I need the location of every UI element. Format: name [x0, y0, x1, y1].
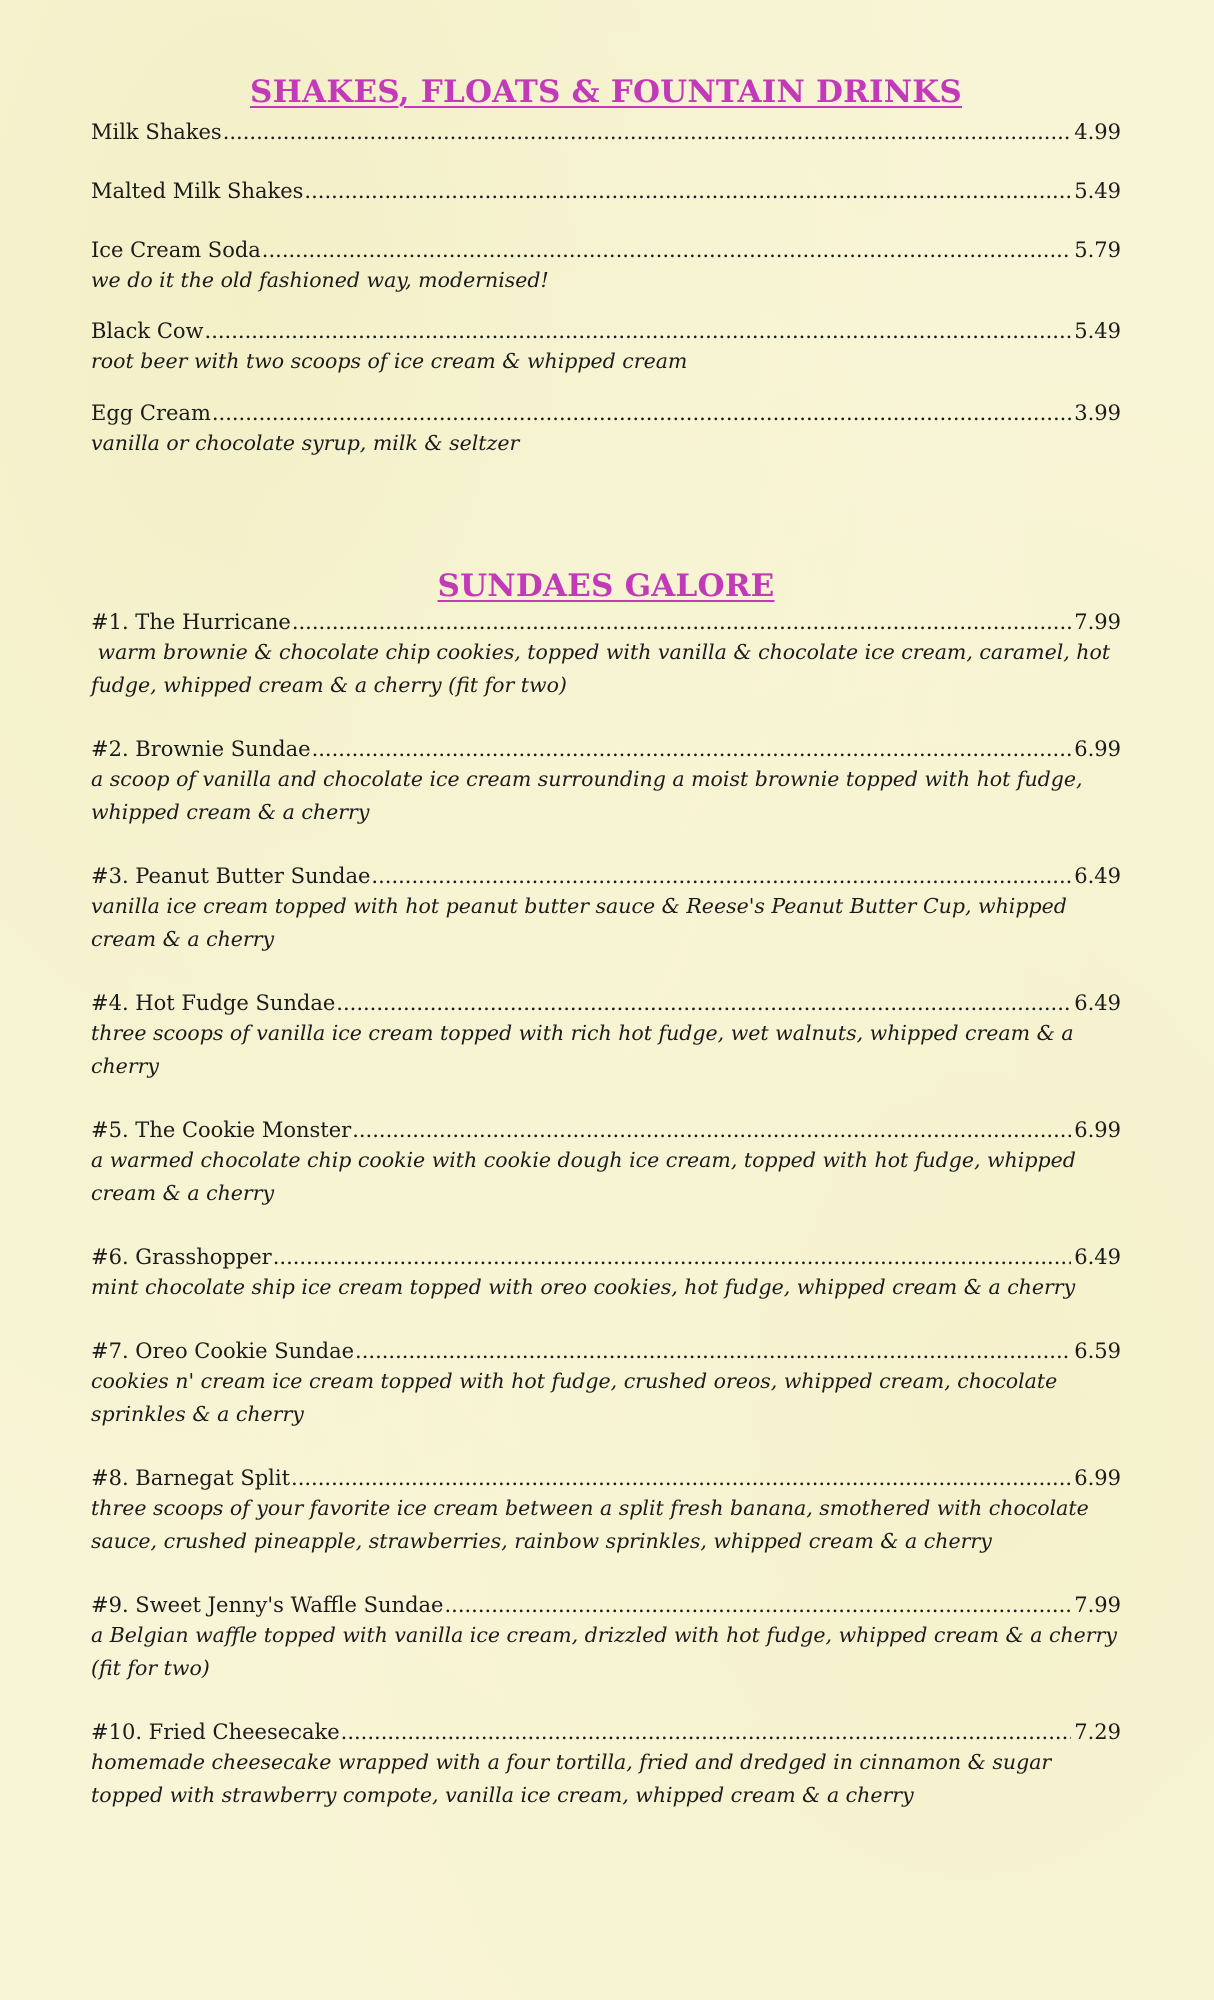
menu-item-description: homemade cheesecake wrapped with a four tortilla, fried and dredged in cinnamon & sugar topped with strawberry compote, vanilla ice cream, whipped cream & a cherry	[91, 1750, 1052, 1807]
dot-leader	[371, 862, 1071, 890]
menu-item-price: 7.99	[1074, 1593, 1121, 1617]
menu-item-description: warm brownie & chocolate chip cookies, topped with vanilla & chocolate ice cream, caramel, hot fudge, whipped cream & a cherry (fit for two)	[91, 640, 1117, 697]
menu-item-row	[91, 118, 1121, 146]
menu-item	[91, 317, 1121, 378]
menu-item-price: 7.99	[1074, 610, 1121, 634]
menu-item-price: 5.79	[1074, 238, 1121, 262]
menu-item-price: 6.49	[1074, 864, 1121, 888]
menu-item-row	[91, 236, 1121, 264]
dot-leader	[291, 1464, 1071, 1492]
dot-leader	[336, 989, 1071, 1017]
menu-item-description: root beer with two scoops of ice cream & whipped cream	[91, 349, 688, 373]
menu-item-row	[91, 177, 1121, 205]
dot-leader	[355, 1337, 1071, 1365]
menu-item-price: 6.49	[1074, 1245, 1121, 1269]
menu-item-price: 6.49	[1074, 991, 1121, 1015]
dot-leader	[223, 118, 1072, 146]
menu-item-name: Ice Cream Soda	[91, 238, 261, 262]
menu-item	[91, 1337, 1121, 1431]
menu-item-description: we do it the old fashioned way, modernised!	[91, 268, 549, 292]
menu-item	[91, 1243, 1121, 1304]
menu-item-row	[91, 1337, 1121, 1365]
shakes-section	[91, 72, 1121, 491]
menu-item-name: #1. The Hurricane	[91, 610, 291, 634]
dot-leader	[292, 608, 1071, 636]
menu-item-name: Egg Cream	[91, 401, 211, 425]
menu-item-price: 6.99	[1074, 1118, 1121, 1142]
menu-item-price: 4.99	[1074, 120, 1121, 144]
menu-item-description: vanilla ice cream topped with hot peanut butter sauce & Reese's Peanut Butter Cup, whipped cream & a cherry	[91, 894, 1067, 951]
menu-item-row	[91, 735, 1121, 763]
menu-item-price: 5.49	[1074, 319, 1121, 343]
menu-item-name: Milk Shakes	[91, 120, 222, 144]
menu-item	[91, 989, 1121, 1083]
dot-leader	[352, 1116, 1071, 1144]
menu-item-row	[91, 399, 1121, 427]
menu-item-row	[91, 1591, 1121, 1619]
menu-item-name: Black Cow	[91, 319, 204, 343]
menu-item-name: #7. Oreo Cookie Sundae	[91, 1339, 355, 1363]
menu-item-description: a Belgian waffle topped with vanilla ice cream, drizzled with hot fudge, whipped cream & a cherry (fit for two)	[91, 1623, 1117, 1680]
sundaes-section	[91, 566, 1121, 1845]
menu-item-price: 6.99	[1074, 1466, 1121, 1490]
dot-leader	[341, 1718, 1072, 1746]
menu-item	[91, 1718, 1121, 1812]
menu-item-name: #2. Brownie Sundae	[91, 737, 311, 761]
dot-leader	[304, 177, 1071, 205]
menu-item-name: #10. Fried Cheesecake	[91, 1720, 340, 1744]
menu-item	[91, 735, 1121, 829]
menu-item-name: #3. Peanut Butter Sundae	[91, 864, 371, 888]
menu-item-row	[91, 989, 1121, 1017]
menu-item-price: 6.59	[1074, 1339, 1121, 1363]
dot-leader	[262, 236, 1071, 264]
dot-leader	[205, 317, 1072, 345]
menu-item-price: 5.49	[1074, 179, 1121, 203]
menu-item-price: 3.99	[1074, 401, 1121, 425]
sundaes-item-list	[91, 608, 1121, 1812]
menu-item-name: #8. Barnegat Split	[91, 1466, 291, 1490]
menu-item	[91, 1116, 1121, 1210]
menu-item-name: #5. The Cookie Monster	[91, 1118, 352, 1142]
menu-item-description: cookies n' cream ice cream topped with hot fudge, crushed oreos, whipped cream, chocolate sprinkles & a cherry	[91, 1369, 1058, 1426]
menu-item-description: three scoops of vanilla ice cream topped with rich hot fudge, wet walnuts, whipped cream & a cherry	[91, 1021, 1074, 1078]
menu-item-description: a warmed chocolate chip cookie with cookie dough ice cream, topped with hot fudge, whipped cream & a cherry	[91, 1148, 1076, 1205]
sundaes-section-title: SUNDAES GALORE	[437, 568, 775, 604]
menu-item-price: 6.99	[1074, 737, 1121, 761]
menu-item	[91, 236, 1121, 297]
dot-leader	[273, 1243, 1072, 1271]
menu-item-row	[91, 1464, 1121, 1492]
menu-item-name: #9. Sweet Jenny's Waffle Sundae	[91, 1593, 444, 1617]
menu-item-name: #4. Hot Fudge Sundae	[91, 991, 336, 1015]
menu-item-description: three scoops of your favorite ice cream between a split fresh banana, smothered with chocolate sauce, crushed pineapple, strawberries, rainbow sprinkles, whipped cream & a cherry	[91, 1496, 1089, 1553]
shakes-section-title: SHAKES, FLOATS & FOUNTAIN DRINKS	[249, 74, 962, 110]
menu-item-row	[91, 862, 1121, 890]
menu-item	[91, 177, 1121, 205]
menu-item	[91, 118, 1121, 146]
shakes-item-list	[91, 118, 1121, 460]
menu-item-price: 7.29	[1074, 1720, 1121, 1744]
menu-item-row	[91, 317, 1121, 345]
menu-item	[91, 1591, 1121, 1685]
dot-leader	[444, 1591, 1071, 1619]
menu-item	[91, 1464, 1121, 1558]
menu-item-row	[91, 1718, 1121, 1746]
menu-item-description: vanilla or chocolate syrup, milk & seltzer	[91, 431, 520, 455]
menu-item-row	[91, 608, 1121, 636]
menu-item-name: Malted Milk Shakes	[91, 179, 304, 203]
menu-item	[91, 608, 1121, 702]
menu-item-row	[91, 1243, 1121, 1271]
dot-leader	[312, 735, 1072, 763]
menu-item	[91, 862, 1121, 956]
menu-item-description: mint chocolate ship ice cream topped with oreo cookies, hot fudge, whipped cream & a cherry	[91, 1275, 1076, 1299]
menu-item-name: #6. Grasshopper	[91, 1245, 272, 1269]
menu-item	[91, 399, 1121, 460]
menu-item-description: a scoop of vanilla and chocolate ice cream surrounding a moist brownie topped with hot fudge, whipped cream & a cherry	[91, 767, 1083, 824]
menu-item-row	[91, 1116, 1121, 1144]
dot-leader	[212, 399, 1071, 427]
